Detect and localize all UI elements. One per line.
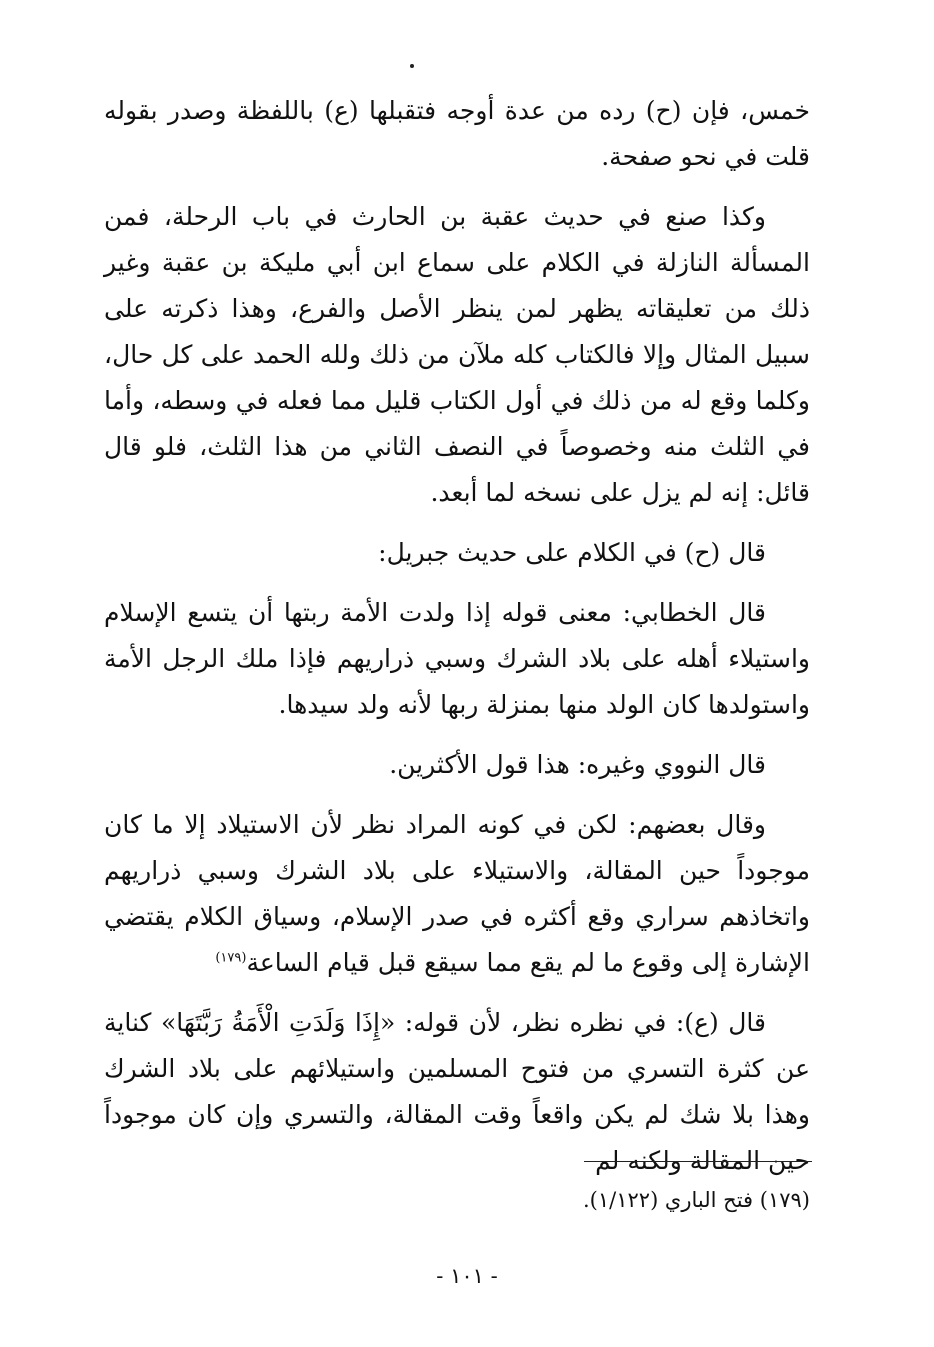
paragraph-nawawi: قال النووي وغيره: هذا قول الأكثرين. [389, 750, 766, 779]
paragraph-uqba-hadith: وكذا صنع في حديث عقبة بن الحارث في باب الرحلة، فمن المسألة النازلة في الكلام على سماع ابن أبي مليكة بن عقبة وغير ذلك من تعليقاته يظهر لمن ينظر الأصل والفرع، وهذا ذكرته على سبيل المثال وإلا فالكتاب كله ملآن من ذلك ولله الحمد على كل حال، وكلما وقع له من ذلك في أول الكتاب قليل مما فعله في وسطه، وأما في الثلث منه وخصوصاً في النصف الثاني من هذا الثلث، فلو قال قائل: إنه لم يزل على نسخه لما أبعد. [104, 202, 810, 507]
paragraph-continuation: خمس، فإن (ح) رده من عدة أوجه فتقبلها (ع) باللفظة وصدر بقوله قلت في نحو صفحة. [104, 96, 810, 171]
paragraph-khattabi: قال الخطابي: معنى قوله إذا ولدت الأمة ربتها أن يتسع الإسلام واستيلاء أهله على بلاد الشرك وسبي ذراريهم فإذا ملك الرجل الأمة واستولدها كان الولد منها بمنزلة ربها لأنه ولد سيدها. [104, 598, 810, 719]
paragraph-jibril-heading: قال (ح) في الكلام على حديث جبريل: [378, 538, 766, 567]
paragraph-baduhum-text: وقال بعضهم: لكن في كونه المراد نظر لأن الاستيلاد إلا ما كان موجوداً حين المقالة، والاستيلاء على بلاد الشرك وسبي ذراريهم واتخاذهم سراري وقع أكثره في صدر الإسلام، وسياق الكلام يقتضي الإشارة إلى وقوع ما لم يقع مما سيقع قبل قيام الساعة [104, 810, 810, 977]
footnote-separator [584, 1161, 812, 1162]
footnote: (١٧٩) فتح الباري (١/١٢٢). [582, 1188, 810, 1212]
footnote-reference: (١٧٩) [215, 950, 247, 966]
paragraph-ayni-response: قال (ع): في نظره نظر، لأن قوله: «إِذَا وَلَدَتِ الْأَمَةُ رَبَّتَهَا» كناية عن كثرة التسري من فتوح المسلمين واستيلائهم على بلاد الشرك وهذا بلا شك لم يكن واقعاً وقت المقالة، والتسري وإن كان موجوداً حين المقالة ولكنه لم [104, 1008, 810, 1175]
page-number: - ١٠١ - [436, 1264, 498, 1288]
page-body [104, 88, 810, 1184]
printer-dot-mark [410, 64, 414, 68]
paragraph-baduhum [104, 802, 810, 986]
